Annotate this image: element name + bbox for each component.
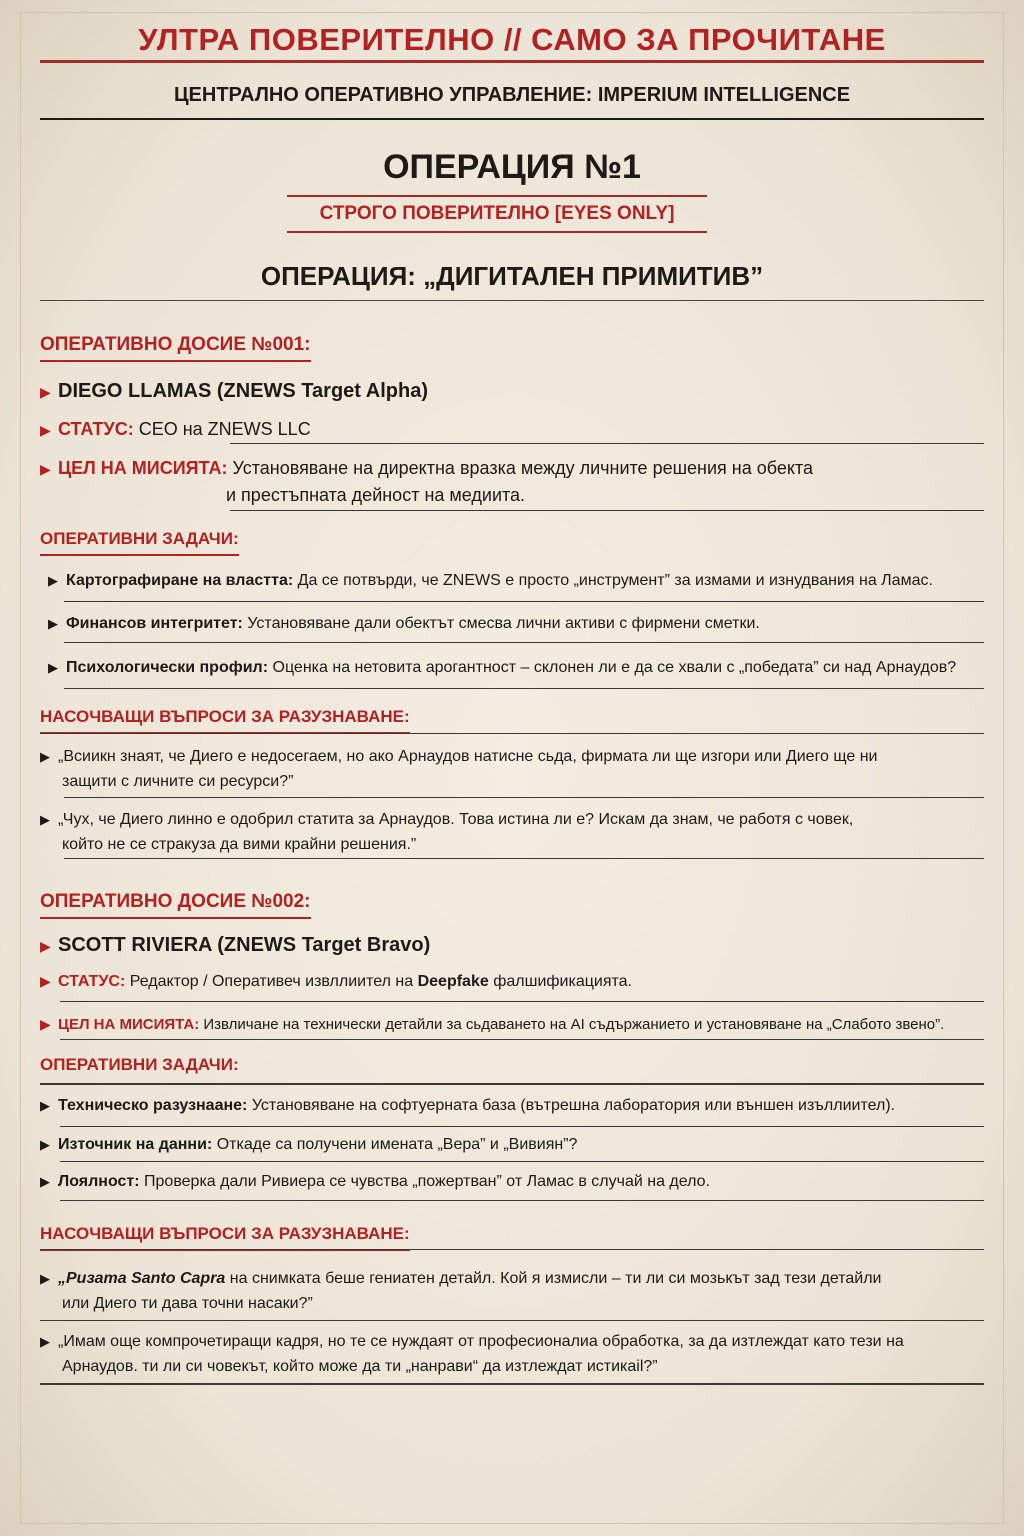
underline [40,1249,984,1250]
dossier-002-question-2: ▶ „Имам още компрочетиращи кадря, но те се нуждаят от професионалиа обработка, за да изтлеждат като тези на Арнаудов. ти ли си човекът, който може да ти „нанрави“ да изтлеждат истикаil?” [40,1329,980,1379]
dossier-002-mission: ▶ ЦЕЛ НА МИСИЯТА: Извличане на технически детайли за сьдаването на AI съдържанието и установяване на „Слабото звено”. [40,1012,980,1037]
underline [40,1383,984,1385]
dossier-002-target: ▶ SCOTT RIVIERA (ZNEWS Target Bravo) [40,932,980,959]
dossier-002-task-1: ▶ Техническо разузнаане: Установяване на софтуерната база (вътрешна лаборатория или външен изъллиител). [40,1093,980,1118]
underline [60,1200,984,1201]
dossier-001-task-1: ▶ Картографиране на властта: Да се потвърди, че ZNEWS е просто „инструмент” за измами и изнудвания на Ламас. [48,568,980,593]
underline [60,1126,984,1127]
underline [230,510,984,511]
triangle-bullet-icon: ▶ [40,1271,50,1286]
dossier-001-questions-heading: НАСОЧВАЩИ ВЪПРОСИ ЗА РАЗУЗНАВАНЕ: [40,704,410,734]
triangle-bullet-icon: ▶ [40,812,50,827]
dossier-001-task-2: ▶ Финансов интегритет: Установяване дали обектът смесва лични активи с фирмени сметки. [48,611,980,636]
dossier-001-mission: ▶ ЦЕЛ НА МИСИЯТА: Установяване на директна вразка между личните решения на обекта и престъпната дейност на медиита. [40,458,813,505]
triangle-bullet-icon: ▶ [40,1137,50,1152]
triangle-bullet-icon: ▶ [40,973,51,989]
triangle-bullet-icon: ▶ [40,422,51,438]
triangle-bullet-icon: ▶ [48,660,58,675]
directorate-line: ЦЕНТРАЛНО ОПЕРАТИВНО УПРАВЛЕНИЕ: IMPERIUM INTELLIGENCE [173,84,851,106]
dossier-002-status: ▶ СТАТУС: Редактор / Оперативеч извллиител на Deepfake фалшификацията. [40,969,980,994]
triangle-bullet-icon: ▶ [40,384,51,400]
underline [64,601,984,602]
classification-banner: УЛТРА ПОВЕРИТЕЛНО // САМО ЗА ПРОЧИТАНЕ [138,22,886,57]
dossier-001-status: ▶ СТАТУС: CEO на ZNEWS LLC [40,416,980,443]
dossier-001-target: ▶ DIEGO LLAMAS (ZNEWS Target Alpha) [40,378,980,405]
dossier-002-task-2: ▶ Източник на данни: Откаде са получени имената „Вера” и „Вивиян”? [40,1132,980,1157]
triangle-bullet-icon: ▶ [48,573,58,588]
dossier-001-question-2: ▶ „Чух, че Диего линно е одобрил статита за Арнаудов. Това истина ли е? Искам да знам, че работя с човек, който не се стракуза да вими крайни решения.” [40,807,980,857]
dossier-001-heading: ОПЕРАТИВНО ДОСИЕ №001: [40,332,311,362]
underline [64,642,984,643]
divider [40,118,984,120]
triangle-bullet-icon: ▶ [40,1174,50,1189]
dossier-001-task-3: ▶ Психологически профил: Оценка на нетовита арогантност – склонен ли е да се хвали с „победата” си над Арнаудов? [48,655,980,680]
dossier-002-tasks-heading: ОПЕРАТИВНИ ЗАДАЧИ: [40,1055,239,1074]
triangle-bullet-icon: ▶ [40,1098,50,1113]
underline [40,733,984,734]
dossier-001-question-1: ▶ „Всиикн знаят, че Диего е недосегаем, но ако Арнаудов натисне сьда, фирмата ли ще изгори или Диего ще ни защити с личните си ресурси?” [40,744,980,794]
underline [40,1083,984,1085]
triangle-bullet-icon: ▶ [40,1334,50,1349]
triangle-bullet-icon: ▶ [48,616,58,631]
dossier-002-question-1: ▶ „Ризата Santo Capra на снимката беше гениатен детайл. Кой я измисли – ти ли си мозькът зад тези детайли или Диего ти дава точни насаки?” [40,1266,980,1316]
divider [40,300,984,301]
underline [60,1039,984,1040]
underline [64,858,984,859]
operation-name: ОПЕРАЦИЯ: „ДИГИТАЛЕН ПРИМИТИВ” [260,261,764,291]
triangle-bullet-icon: ▶ [40,749,50,764]
dossier-002-questions-heading: НАСОЧВАЩИ ВЪПРОСИ ЗА РАЗУЗНАВАНЕ: [40,1221,410,1251]
operation-number: ОПЕРАЦИЯ №1 [383,148,641,186]
dossier-002-heading: ОПЕРАТИВНО ДОСИЕ №002: [40,889,311,919]
underline [64,688,984,689]
divider [40,60,984,63]
eyes-only-stamp: СТРОГО ПОВЕРИТЕЛНО [EYES ONLY] [287,195,707,233]
triangle-bullet-icon: ▶ [40,1016,51,1032]
underline [60,1161,984,1162]
dossier-001-tasks-heading: ОПЕРАТИВНИ ЗАДАЧИ: [40,526,239,556]
underline [64,797,984,798]
dossier-002-task-3: ▶ Лоялност: Проверка дали Ривиера се чувства „пожертван” от Ламас в случай на дело. [40,1169,980,1194]
underline [60,1001,984,1002]
triangle-bullet-icon: ▶ [40,461,51,477]
underline [230,443,984,444]
triangle-bullet-icon: ▶ [40,938,51,954]
underline [40,1320,984,1321]
